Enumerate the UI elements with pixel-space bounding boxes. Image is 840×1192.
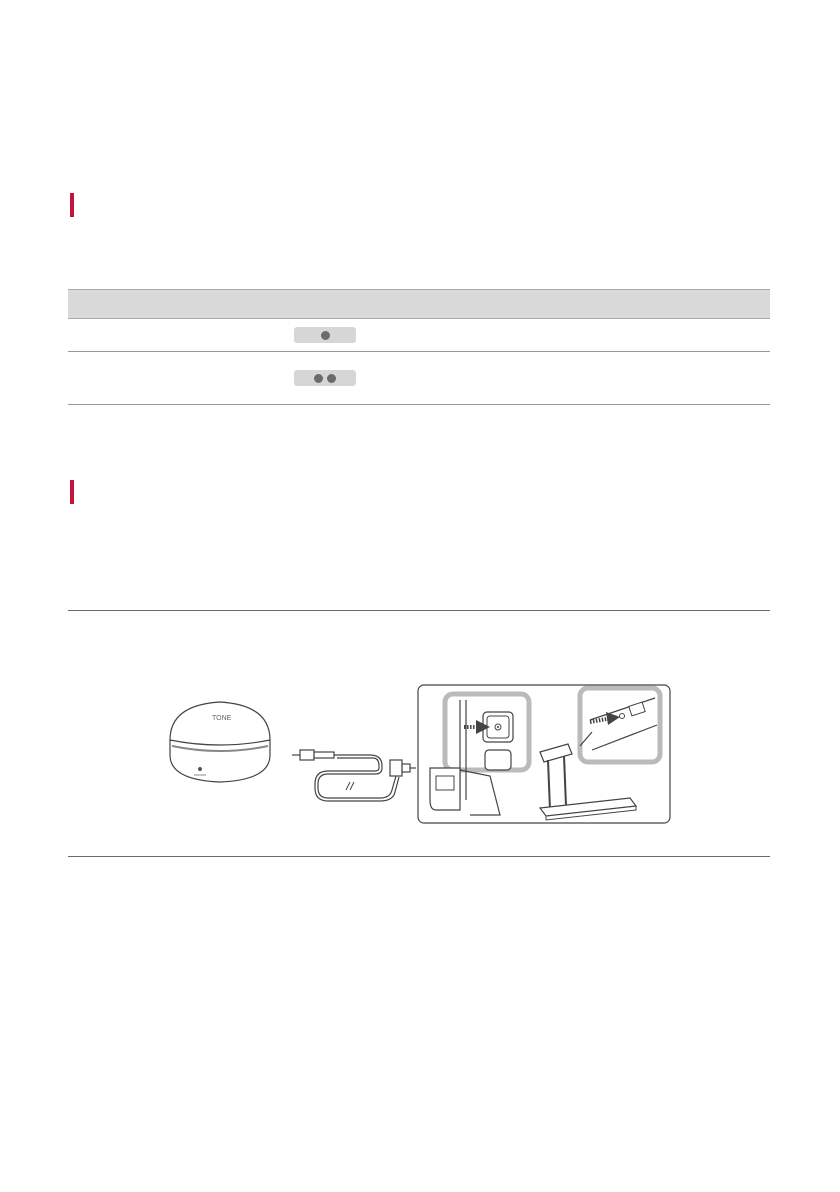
- aux-connection-illustration: [160, 680, 680, 830]
- led-status-table: [68, 289, 770, 405]
- led-dot-icon: [327, 374, 336, 383]
- led-indicator-single: [294, 327, 356, 343]
- led-dot-icon: [321, 331, 330, 340]
- section-heading-marker: [70, 193, 74, 217]
- section-heading-marker: [70, 480, 74, 504]
- table-row: [68, 319, 770, 352]
- table-row: [68, 352, 770, 405]
- charging-case-icon: [170, 702, 270, 782]
- illustration-top-rule: [68, 610, 770, 611]
- led-indicator-double: [294, 370, 356, 386]
- aux-cable-icon: [292, 750, 416, 801]
- table-header: [68, 289, 770, 319]
- illustration-bottom-rule: [68, 856, 770, 857]
- svg-text:TONE: TONE: [212, 715, 232, 722]
- led-dot-icon: [314, 374, 323, 383]
